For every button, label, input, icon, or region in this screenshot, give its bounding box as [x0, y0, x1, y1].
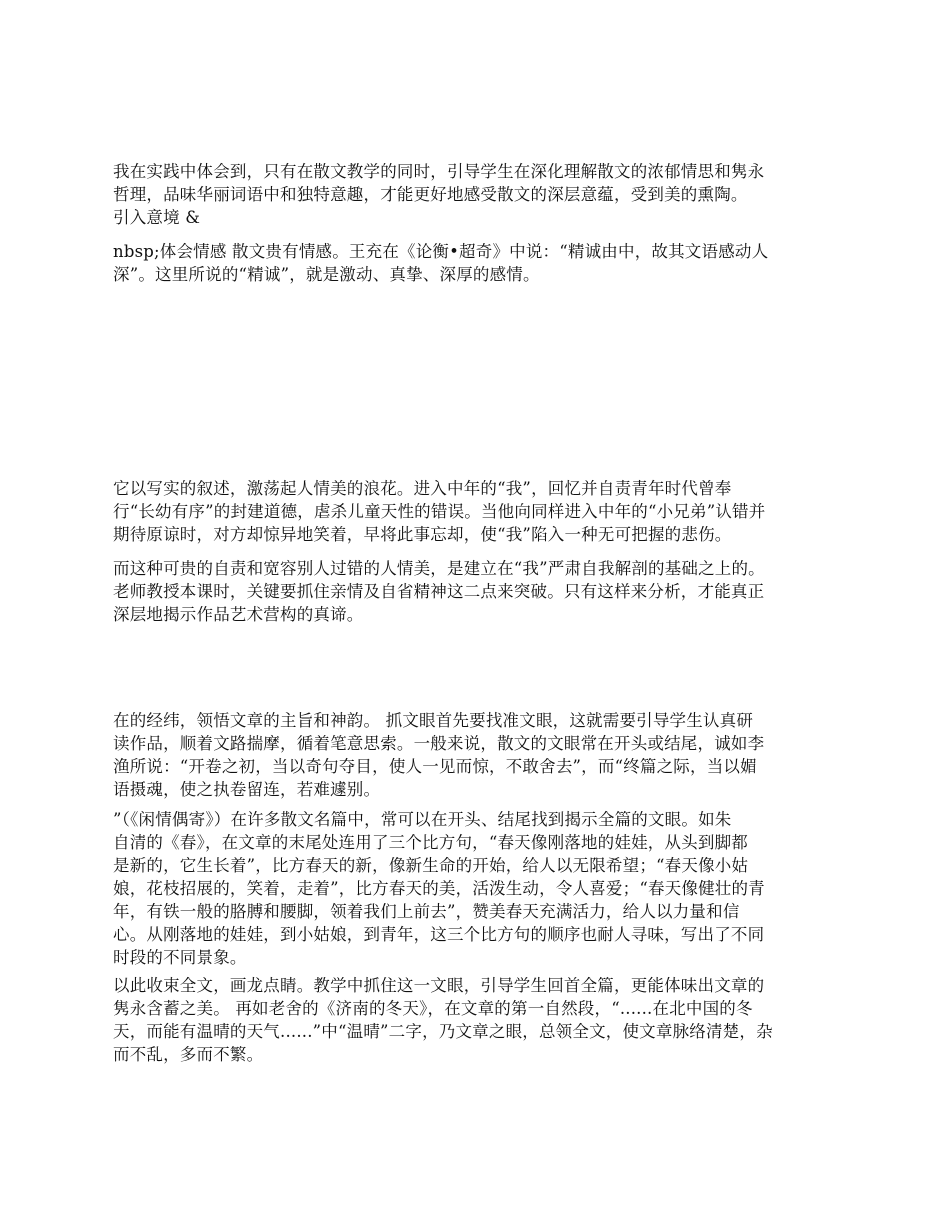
paragraph-3: 它以写实的叙述，激荡起人情美的浪花。进入中年的“我”，回忆并自责青年时代曾奉 行“长幼有序”的封建道德，虐杀儿童天性的错误。当他向同样进入中年的“小兄弟”认错并 期待原谅时，对方却惊异地笑着，早将此事忘却，使“我”陷入一种无可把握的悲伤。	[113, 479, 766, 544]
paragraph-6: ”（《闲情偶寄》）在许多散文名篇中，常可以在开头、结尾找到揭示全篇的文眼。如朱 自清的《春》，在文章的末尾处连用了三个比方句，“春天像刚落地的娃娃，从头到脚都 是新的，它生长着”，比方春天的新，像新生命的开始，给人以无限希望；“春天像小姑 娘，花枝招展的，笑着，走着”，比方春天的美，活泼生动，令人喜爱；“春天像健壮的青 年，有铁一般的胳膊和腰脚，领着我们上前去”，赞美春天充满活力，给人以力量和信 心。从刚落地的娃娃，到小姑娘，到青年，这三个比方句的顺序也耐人寻味，写出了不同 时段的不同景象。	[113, 810, 765, 967]
paragraph-4: 而这种可贵的自责和宽容别人过错的人情美，是建立在“我”严肃自我解剖的基础之上的。 老师教授本课时，关键要抓住亲情及自省精神这二点来突破。只有这样来分析，才能真正 深层地揭示作品艺术营构的真谛。	[113, 559, 765, 624]
paragraph-2: nbsp;体会情感 散文贵有情感。王充在《论衡•超奇》中说：“精诚由中，故其文语感动人 深”。这里所说的“精诚”，就是激动、真挚、深厚的感情。	[113, 242, 769, 284]
paragraph-1: 我在实践中体会到，只有在散文教学的同时，引导学生在深化理解散文的浓郁情思和隽永 哲理，品味华丽词语中和独特意趣，才能更好地感受散文的深层意蕴，受到美的熏陶。 引入意境 &	[113, 162, 765, 227]
paragraph-5: 在的经纬，领悟文章的主旨和神韵。 抓文眼首先要找准文眼，这就需要引导学生认真研 读作品，顺着文路揣摩，循着笔意思索。一般来说，散文的文眼常在开头或结尾，诚如李 渔所说：“开卷之初，当以奇句夺目，使人一见而惊，不敢舍去”，而“终篇之际，当以媚 语摄魂，使之执卷留连，若难遽别。	[113, 711, 765, 799]
paragraph-7: 以此收束全文，画龙点睛。教学中抓住这一文眼，引导学生回首全篇，更能体味出文章的 隽永含蓄之美。 再如老舍的《济南的冬天》，在文章的第一自然段，“......在北中国的冬 天，而能有温晴的天气......”中“温晴”二字，乃文章之眼，总领全文，使文章脉络清楚，杂 而不乱，多而不繁。	[113, 976, 773, 1064]
